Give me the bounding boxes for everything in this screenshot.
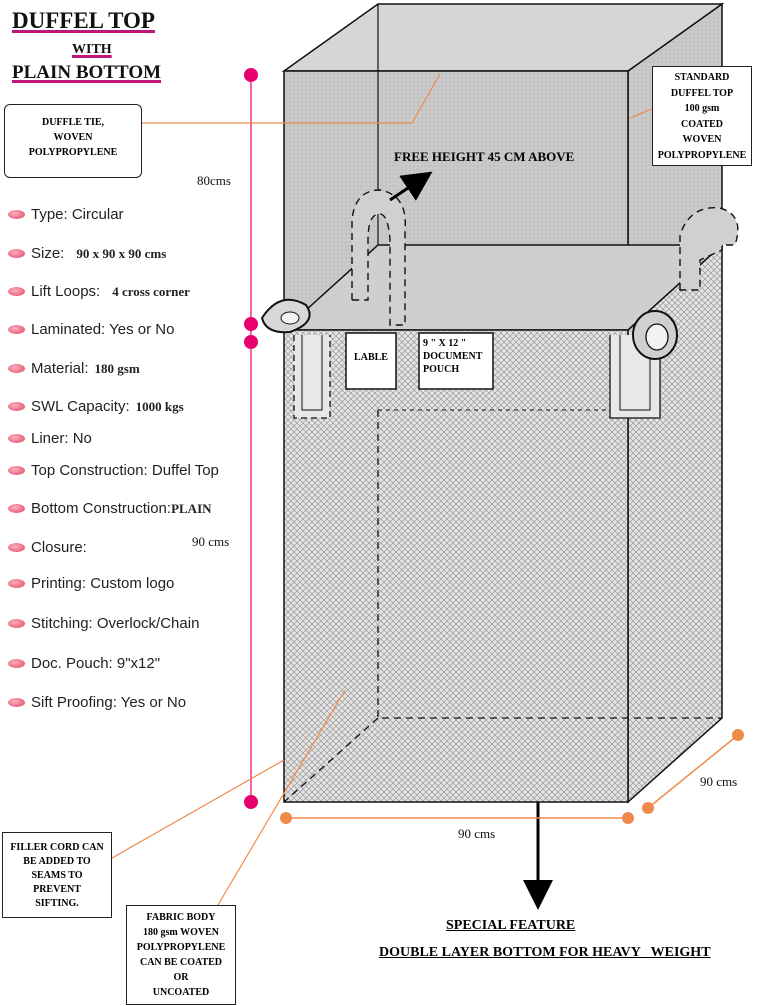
standard-top-callout: STANDARD DUFFEL TOP 100 gsm COATED WOVEN POLYPROPYLENE [652, 66, 752, 166]
width-label: 90 cms [458, 826, 496, 841]
spec-item: Printing: Custom logo [8, 575, 174, 592]
spec-item: Sift Proofing: Yes or No [8, 694, 186, 711]
bullet-icon [8, 210, 25, 219]
spec-item: Liner: No [8, 430, 92, 447]
duffle-tie-callout: DUFFLE TIE, WOVEN POLYPROPYLENE [4, 104, 142, 178]
bullet-icon [8, 698, 25, 707]
bullet-icon [8, 364, 25, 373]
spec-item: Top Construction: Duffel Top [8, 462, 219, 479]
spec-item: Doc. Pouch: 9"x12" [8, 655, 160, 672]
spec-item: Material: 180 gsm [8, 360, 140, 377]
bullet-icon [8, 287, 25, 296]
fabric-body-callout: FABRIC BODY 180 gsm WOVEN POLYPROPYLENE CAN BE COATED OR UNCOATED [126, 905, 236, 1005]
spec-item: SWL Capacity: 1000 kgs [8, 398, 184, 415]
bullet-icon [8, 579, 25, 588]
spec-item: Laminated: Yes or No [8, 321, 174, 338]
bullet-icon [8, 659, 25, 668]
special-feature-heading: SPECIAL FEATURE [446, 918, 576, 933]
depth-label: 90 cms [700, 774, 738, 789]
special-feature-text: DOUBLE LAYER BOTTOM FOR HEAVY WEIGHT [379, 945, 711, 960]
bullet-icon [8, 543, 25, 552]
title-line3: PLAIN BOTTOM [12, 62, 162, 83]
free-height-label: FREE HEIGHT 45 CM ABOVE [394, 149, 575, 164]
document-pouch-text: 9 " X 12 " DOCUMENT POUCH [423, 338, 483, 375]
bullet-icon [8, 402, 25, 411]
bullet-icon [8, 466, 25, 475]
bullet-icon [8, 325, 25, 334]
spec-item: Stitching: Overlock/Chain [8, 615, 199, 632]
spec-item: Size: 90 x 90 x 90 cms [8, 245, 166, 262]
title-line1: DUFFEL TOP [12, 8, 155, 33]
bullet-icon [8, 619, 25, 628]
body-front-face [284, 330, 628, 802]
spec-item: Closure: [8, 539, 87, 556]
filler-cord-callout: FILLER CORD CAN BE ADDED TO SEAMS TO PREVENT SIFTING. [2, 832, 112, 918]
spec-item: Bottom Construction: PLAIN [8, 500, 212, 517]
top-height-label: 80cms [197, 173, 231, 188]
bullet-icon [8, 434, 25, 443]
bullet-icon [8, 504, 25, 513]
body-height-label: 90 cms [192, 534, 230, 549]
bullet-icon [8, 249, 25, 258]
spec-item: Type: Circular [8, 206, 124, 223]
lable-text: LABLE [354, 352, 388, 363]
title-line2: WITH [72, 42, 112, 57]
spec-item: Lift Loops: 4 cross corner [8, 283, 190, 300]
